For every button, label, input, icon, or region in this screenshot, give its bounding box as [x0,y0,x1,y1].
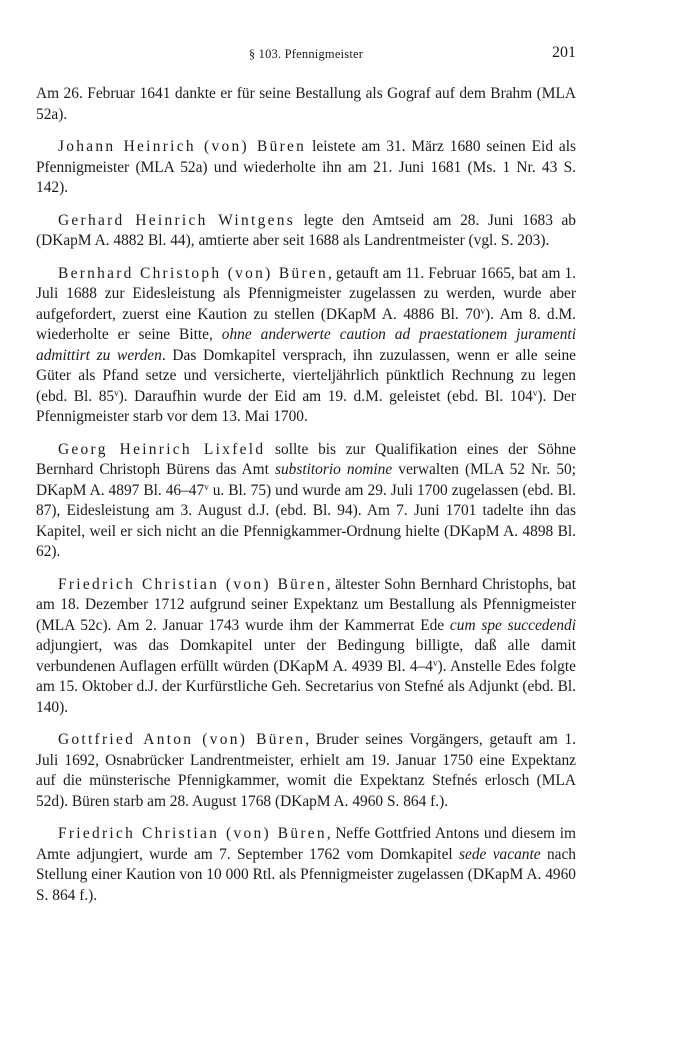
folio-verso-mark: v [114,387,119,398]
text-run: , Bruder seines Vorgängers, getauft am 1. Juli 1692, Osnabrücker Landrentmeister, erhielt am 19. Januar 1750 eine Expektanz auf die münsterische Pfennigkammer, womit die Expektanz Stefnés erlosch (MLA 52d). Büren starb am 28. August 1768 (DKapM A. 4960 S. 864 f.). [36,731,576,810]
running-title: § 103. Pfennigmeister [248,47,364,61]
text-run: , ältester Sohn Bernhard Christophs, bat am 18. Dezember 1712 aufgrund seiner Expektanz um Bestallung als Pfennigmeister (MLA 52c). Am 2. Januar 1743 wurde ihm der Kammerrat Ede [36,575,576,634]
document-body [36,84,576,918]
text-run: legte den Amtseid am 28. Juni 1683 ab (DKapM A. 4882 Bl. 44), amtierte aber seit 1688 als Landrentmeister (vgl. S. 203). [36,211,576,249]
folio-verso-mark: v [480,305,486,316]
text-run: ). Der Pfennigmeister starb vor dem 13. Mai 1700. [36,387,576,425]
text-run: adjungiert, was das Domkapitel unter der Bedingung billigte, daß alle damit verbundenen Auflagen erfüllt würden (DKapM A. 4939 Bl. 4–4 [36,637,576,675]
text-run: ). Daraufhin wurde der Eid am 19. d.M. geleistet (ebd. Bl. 104 [118,387,533,405]
person-name: Gerhard Heinrich Wintgens [58,211,295,229]
person-name: Bernhard Christoph (von) Büren [58,264,329,282]
paragraph [36,84,576,125]
person-name: Gottfried Anton (von) Büren [58,731,306,748]
paragraph [36,730,576,812]
folio-verso-mark: v [532,387,538,398]
text-run: ). Anstelle Edes folgte am 15. Oktober d.J. der Kurfürstliche Geh. Secretarius von Stefné als Adjunkt (ebd. Bl. 140). [36,657,576,716]
person-name: Friedrich Christian (von) Büren [58,825,327,842]
paragraph [36,264,576,428]
text-run: verwalten (MLA 52 Nr. 50; DKapM A. 4897 Bl. 46–47 [36,461,576,499]
text-run: u. Bl. 75) und wurde am 29. Juli 1700 zugelassen (ebd. Bl. 87), Eidesleistung am 3. August d.J. (ebd. Bl. 94). Am 7. Juni 1701 tadelte ihn das Kapitel, weil er sich nicht an die Pfennigkammer-Ordnung hielte (DKapM A. 4898 Bl. 62). [36,481,576,560]
folio-verso-mark: v [432,657,438,668]
text-run: , Neffe Gottfried Antons und diesem im Amte adjungiert, wurde am 7. September 1762 vom Domkapitel [36,825,576,863]
text-run: ). Am 8. d.M. wiederholte er seine Bitte, [36,305,576,343]
paragraph [36,211,576,252]
text-run: leistete am 31. März 1680 seinen Eid als Pfennigmeister (MLA 52a) und wiederholte ihn am 21. Juni 1681 (Ms. 1 Nr. 43 S. 142). [36,138,577,196]
text-run: Am 26. Februar 1641 dankte er für seine Bestallung als Gograf auf dem Brahm (MLA 52a). [36,85,576,123]
text-run: . Das Domkapitel versprach, ihn zuzulassen, wenn er alle seine Güter als Pfand setze und versicherte, vierteljährlich pünktlich Rechnung zu legen (ebd. Bl. 85 [36,346,576,405]
text-run: , getauft am 11. Februar 1665, bat am 1. Juli 1688 zur Eidesleistung als Pfennigmeister zugelassen zu werden, wurde aber aufgefordert, zuerst eine Kaution zu stellen (DKapM A. 4886 Bl. 70 [36,264,576,323]
latin-phrase: sede vacante [459,845,541,863]
paragraph [36,575,576,719]
text-run: sollte bis zur Qualifikation eines der Söhne Bernhard Christoph Bürens das Amt [36,440,576,478]
latin-phrase: substitorio nomine [274,461,393,478]
person-name: Friedrich Christian (von) Büren [58,575,327,593]
page-number: 201 [552,44,576,61]
latin-phrase: cum spe succedendi [449,616,576,634]
paragraph [36,440,576,563]
paragraph [36,137,576,199]
latin-phrase: ohne anderwerte caution ad praestationem juramenti admittirt zu werden [36,326,576,364]
person-name: Georg Heinrich Lixfeld [58,440,266,458]
paragraph [36,824,576,906]
text-run: nach Stellung einer Kaution von 10 000 Rtl. als Pfennigmeister zugelassen (DKapM A. 4960 S. 864 f.). [36,845,576,904]
person-name: Johann Heinrich (von) Büren [58,138,307,155]
running-head [36,44,576,66]
folio-verso-mark: v [204,481,209,492]
